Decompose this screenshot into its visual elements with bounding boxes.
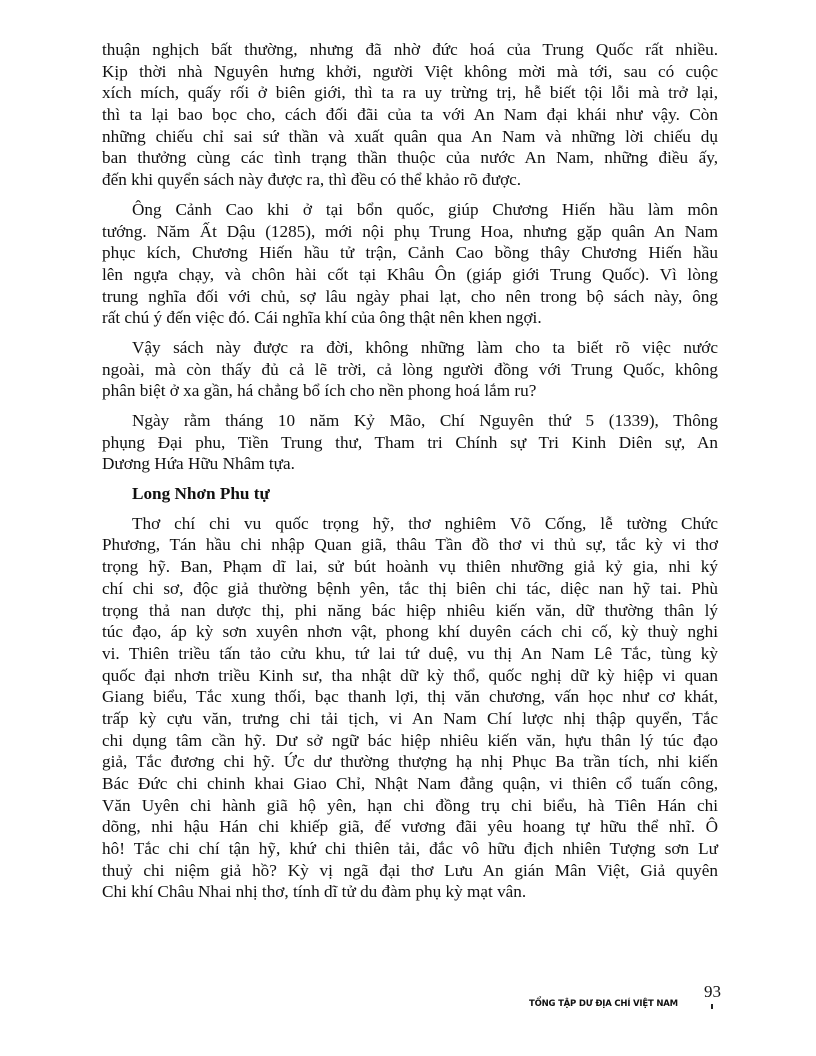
text-line: tướng. Năm Ất Dậu (1285), mới nội phụ Trung Hoa, nhưng gặp quân An Nam bbox=[102, 221, 718, 241]
paragraph bbox=[102, 410, 718, 475]
text-line: phân biệt ở xa gần, há chẳng bổ ích cho nền phong hoá lắm ru? bbox=[102, 381, 537, 401]
text-line: vi. Thiên triều tấn tảo cửu khu, tứ lai tứ duệ, vu thị An Nam Lê Tắc, tùng kỳ bbox=[102, 643, 718, 663]
text-line: trọng thả nan dược thị, phi năng bác hiệp nhiêu kiến văn, dữ thường thân lý bbox=[102, 600, 718, 620]
book-title: TỔNG TẬP DƯ ĐỊA CHÍ VIỆT NAM bbox=[529, 999, 678, 1009]
text-line: trung nghĩa đối với chủ, sợ lâu ngày phai lạt, cho nên trong bộ sách này, ông bbox=[102, 286, 718, 306]
text-line: chí chi sơ, độc giả thường bệnh yên, tắc thị biên chi tác, diệc nan hỹ tai. Phù bbox=[102, 578, 718, 598]
text-line: lên ngựa chạy, và chôn hài cốt tại Khâu Ôn (giáp giới Trung Quốc). Vì lòng bbox=[102, 264, 718, 284]
text-line: thì ta lại bao bọc cho, cách đối đãi của ta với An Nam đại khái như vậy. Còn bbox=[102, 105, 718, 125]
paragraph bbox=[102, 39, 718, 191]
text-line: Phương, Tán hầu chi nhập Quan giã, thâu Tần đồ thơ vi thủ sự, tắc kỳ vi thơ bbox=[102, 535, 718, 555]
page-footer bbox=[520, 982, 721, 1025]
text-line: phục kích, Chương Hiến hầu tử trận, Cảnh Cao bồng thây Chương Hiến hầu bbox=[102, 243, 718, 263]
text-line: ban thưởng cùng các tình trạng thần thuộc của nước An Nam, những điều ấy, bbox=[102, 148, 718, 168]
text-line: Dương Hứa Hữu Nhâm tựa. bbox=[102, 454, 295, 474]
text-line: hô! Tắc chi chí tận hỹ, khứ chi thiên tải, đắc vô hữu địch nhiên Tượng sơn Lư bbox=[102, 839, 718, 859]
paragraph bbox=[102, 337, 718, 402]
paragraph bbox=[102, 199, 718, 329]
text-line: Vậy sách này được ra đời, không những làm cho ta biết rõ việc nước bbox=[132, 337, 718, 357]
text-line: Ông Cảnh Cao khi ở tại bổn quốc, giúp Chương Hiến hầu làm môn bbox=[132, 199, 718, 219]
page-number: 93 bbox=[704, 982, 721, 1001]
section-heading: Long Nhơn Phu tự bbox=[132, 484, 270, 504]
text-line: trấp kỳ cựu văn, trưng chi tải tịch, vi An Nam Chí lược nhị thập quyển, Tắc bbox=[102, 708, 718, 728]
text-line: Bác Đức chi chinh khai Giao Chỉ, Nhật Nam đẳng quận, vi thiên cổ tuấn công, bbox=[102, 774, 718, 794]
text-line: rất chú ý đến việc đó. Cái nghĩa khí của ông thật nên khen ngợi. bbox=[102, 308, 542, 328]
text-line: trọng hỹ. Ban, Phạm dĩ lai, sử bút hoành vụ thiên nhưỡng giả kỷ gia, nhi ký bbox=[102, 557, 718, 577]
text-line: Ngày rằm tháng 10 năm Kỷ Mão, Chí Nguyên thứ 5 (1339), Thông bbox=[132, 411, 718, 430]
text-line: Thơ chí chi vu quốc trọng hỹ, thơ nghiêm Võ Cống, lễ tường Chức bbox=[132, 513, 718, 533]
text-line: chi dụng tâm cần hỹ. Dư sở ngữ bác hiệp nhiêu kiến văn, hựu thân lý túc đạo bbox=[102, 730, 718, 750]
text-line: dõng, nhi hậu Hán chi khiếp giã, đế vương đãi yêu hoang tự hữu thể nhĩ. Ô bbox=[102, 817, 718, 837]
final-paragraph bbox=[102, 513, 718, 903]
text-line: xích mích, quấy rối ở biên giới, thì ta ra uy trừng trị, hễ biết tội lỗi mà trở lại, bbox=[102, 83, 718, 103]
page-body bbox=[102, 39, 718, 911]
text-line: thuận nghịch bất thường, nhưng đã nhờ đức hoá của Trung Quốc rất nhiều. bbox=[102, 40, 718, 59]
text-line: Văn Uyên chi hành giã hộ yên, hạn chi đồng trụ chi biểu, hà Tiên Hán chi bbox=[102, 795, 718, 815]
text-line: phụng Đại phu, Tiền Trung thư, Tham tri Chính sự Tri Kinh Diên sự, An bbox=[102, 432, 718, 452]
text-line: giả, Tắc đương chi hỹ. Ức dư thường thượng hạ nhị Phục Ba trần tích, nhi kiến bbox=[102, 752, 718, 772]
text-line: ngoài, mà còn thấy đủ cả lẽ trời, cả lòng người đồng với Trung Quốc, không bbox=[102, 359, 718, 379]
text-line: túc đạo, áp kỳ sơn xuyên nhơn vật, phong khí duyên cách chi cố, kỳ thuỳ nghi bbox=[102, 622, 718, 642]
text-line: Kịp thời nhà Nguyên hưng khởi, người Việt không mời mà tới, sau có cuộc bbox=[102, 61, 718, 81]
text-line: quốc đại nhơn triều Kinh sư, tha nhật dữ kỳ thổ, quốc nghị dữ kỳ hiệp vi quan bbox=[102, 665, 718, 685]
text-line: thuỷ chi niệm giả hồ? Kỳ vị ngã đại thơ Lưu An gián Mân Việt, Giả quyên bbox=[102, 860, 718, 880]
page-tick-mark bbox=[711, 1004, 713, 1009]
text-line: Giang biểu, Tắc xung thối, bạc thanh lợi, thị văn chương, vấn học như cơ khát, bbox=[102, 687, 718, 707]
paragraphs bbox=[102, 39, 718, 475]
text-line: đến khi quyển sách này được ra, thì đều có thể khảo rõ được. bbox=[102, 170, 522, 190]
text-line: những chiếu chỉ sai sứ thần và xuất quân qua An Nam và những lời chiếu dụ bbox=[102, 126, 718, 146]
paragraph bbox=[102, 513, 718, 903]
text-line: Chi khí Châu Nhai nhị thơ, tính dĩ tử du đàm phụ kỳ mạt vân. bbox=[102, 882, 527, 902]
